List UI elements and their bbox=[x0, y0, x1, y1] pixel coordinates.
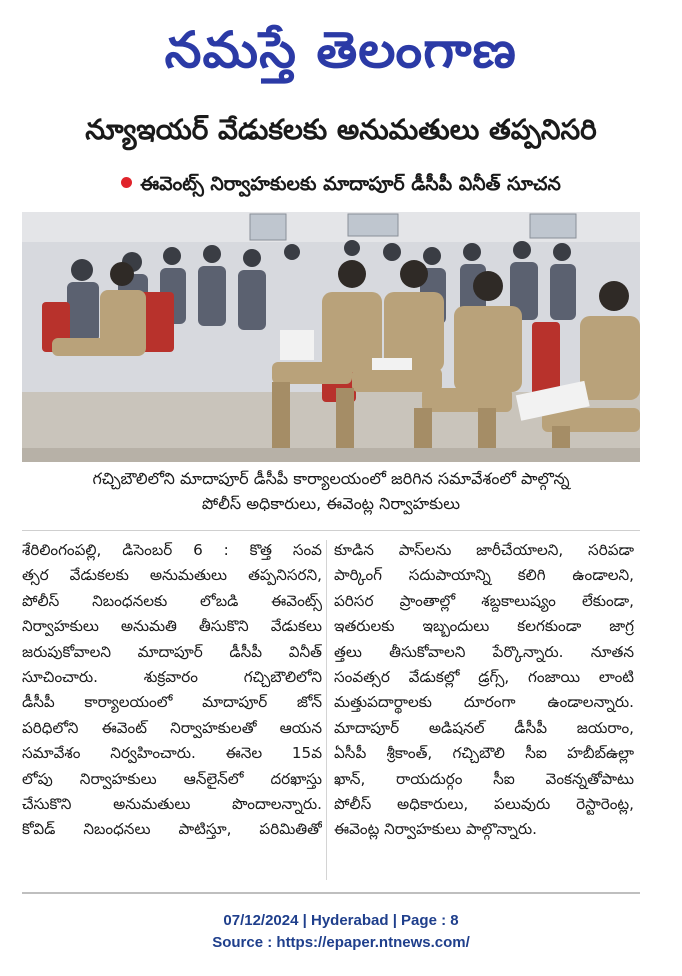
source-link[interactable]: Source : https://epaper.ntnews.com/ bbox=[212, 934, 470, 951]
article-column-right bbox=[334, 538, 634, 843]
article-line: పరిసర ప్రాంతాల్లో శబ్దకాలుష్యం లేకుండా, bbox=[334, 591, 634, 610]
article-line: ఏసీపీ శ్రీకాంత్, గచ్చిబౌలి సీఐ హబీబ్‌ఉల్లా bbox=[334, 744, 634, 763]
article-line: పరిధిలోని ఈవెంట్ నిర్వాహకులతో ఆయన bbox=[22, 718, 322, 737]
news-photo bbox=[22, 212, 640, 462]
article-line: శేరిలింగంపల్లి, డిసెంబర్ 6 : కొత్త సంవ bbox=[22, 541, 322, 559]
article-line: కూడిన పాస్‌లను జారీచేయాలని, సరిపడా bbox=[334, 541, 634, 559]
edition-info: 07/12/2024 | Hyderabad | Page : 8 bbox=[223, 912, 459, 929]
article-line: పోలీస్ నిబంధనలకు లోబడి ఈవెంట్స్ bbox=[22, 591, 322, 610]
article-line: ఇతరులకు ఇబ్బందులు కలగకుండా జాగ్ర bbox=[334, 617, 634, 636]
newspaper-masthead bbox=[0, 8, 682, 92]
photo-caption bbox=[22, 466, 640, 516]
article-headline: న్యూఇయర్ వేడుకలకు అనుమతులు తప్పనిసరి bbox=[85, 113, 597, 146]
article-line: మత్తుపదార్థాలకు దూరంగా ఉండాలన్నారు. bbox=[334, 693, 634, 712]
column-divider bbox=[326, 540, 327, 880]
article-line: త్తలు తీసుకోవాలని పేర్కొన్నారు. నూతన bbox=[334, 642, 634, 661]
article-line: సూచించారు. శుక్రవారం గచ్చిబౌలిలోని bbox=[22, 668, 322, 687]
article-line: పోలీస్ అధికారులు, పలువురు రెస్టారెంట్ల, bbox=[334, 795, 634, 814]
article-line: జరుపుకోవాలని మాదాపూర్ డీసీపీ వినీత్ bbox=[22, 642, 322, 661]
meeting-photo-illustration bbox=[22, 212, 640, 462]
article-line: కోవిడ్ నిబంధనలు పాటిస్తూ, పరిమితితో bbox=[22, 820, 322, 839]
bullet-dot-icon bbox=[121, 177, 132, 188]
article-line: సంవత్సర వేడుకల్లో డ్రగ్స్, గంజాయి లాంటి bbox=[334, 668, 634, 687]
article-column-left bbox=[22, 538, 322, 843]
section-divider bbox=[22, 530, 640, 531]
article-line: డీసీపీ కార్యాలయంలో మాదాపూర్ జోన్ bbox=[22, 693, 322, 712]
article-line: నిర్వాహకులు అనుమతి తీసుకొని వేడుకలు bbox=[22, 617, 322, 636]
article-line: ఈవెంట్ల నిర్వాహకులు పాల్గొన్నారు. bbox=[334, 820, 537, 839]
masthead-title: నమస్తే తెలంగాణ bbox=[164, 20, 518, 79]
article-line: ఖాన్, రాయదుర్గం సీఐ వెంకన్నతోపాటు bbox=[334, 769, 634, 788]
article-line: లోపు నిర్వాహకులు ఆన్‌లైన్‌లో దరఖాస్తు bbox=[22, 769, 322, 788]
article-line: మాదాపూర్ అడిషనల్ డీసీపీ జయరాం, bbox=[334, 718, 634, 737]
article-line: సమావేశం నిర్వహించారు. ఈనెల 15వ bbox=[22, 744, 322, 763]
article-line: పార్కింగ్ సదుపాయాన్ని కలిగి ఉండాలని, bbox=[334, 566, 634, 585]
article-line: చేసుకొని అనుమతులు పొందాలన్నారు. bbox=[22, 795, 322, 814]
article-line: త్సర వేడుకలకు అనుమతులు తప్పనిసరని, bbox=[22, 566, 322, 585]
article-subheadline bbox=[40, 170, 642, 198]
subheadline-text: ఈవెంట్స్ నిర్వాహకులకు మాదాపూర్ డీసీపీ వినీత్ సూచన bbox=[140, 173, 561, 195]
footer-divider bbox=[22, 892, 640, 894]
caption-line-1: గచ్చిబౌలిలోని మాదాపూర్ డీసీపీ కార్యాలయంలో జరిగిన సమావేశంలో పాల్గొన్న bbox=[92, 469, 570, 488]
caption-line-2: పోలీస్ అధికారులు, ఈవెంట్ల నిర్వాహకులు bbox=[201, 494, 461, 513]
